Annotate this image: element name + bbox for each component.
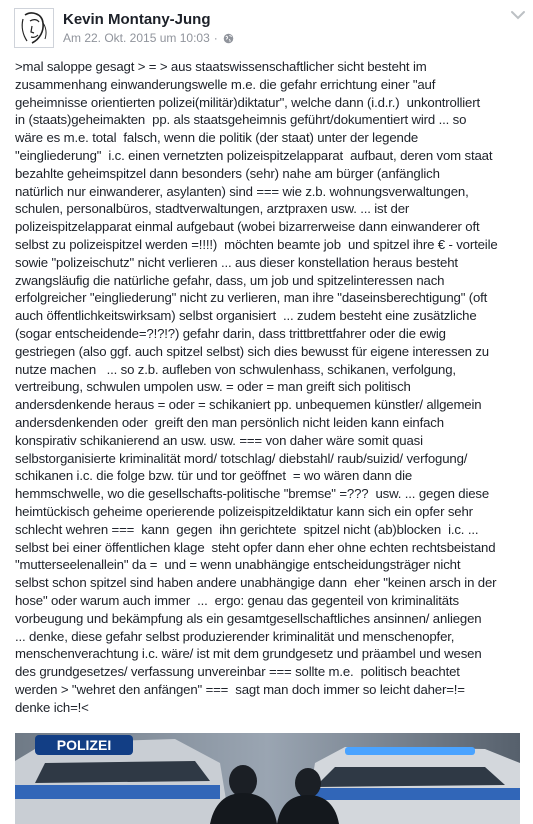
police-sign-text: POLIZEI xyxy=(56,737,112,753)
chevron-down-icon[interactable] xyxy=(510,8,526,20)
face-sketch-icon xyxy=(15,9,53,47)
post-photo[interactable] xyxy=(15,733,520,824)
author-name[interactable]: Kevin Montany-Jung xyxy=(63,11,211,28)
post-timestamp[interactable]: Am 22. Okt. 2015 um 10:03 xyxy=(63,31,210,45)
post-meta xyxy=(63,31,234,45)
post-body-text: >mal saloppe gesagt > = > aus staatswissenschaftlicher sicht besteht im zusammenhang einwanderungswelle m.e. die gefahr errichtung einer "auf geheimnisse orientierten polizei(militär)diktatur", welche dann (i.d.r.) unkontrolliert in (staats)geheimakten pp. als staatsgeheimnis geführt/dokumentiert wird ... so wäre es m.e. total falsch, wenn die politik (der staat) unter der legende "eingliederung" i.c. einen vernetzten polizeispitzelapparat aufbaut, deren vom staat bezahlte geheimspitzel dann besonders (sehr) nahe am bürger (anfänglich natürlich nur einwanderer, asylanten) sind === wie z.b. wohnungsverwaltungen, schulen, personalbüros, stadtverwaltungen, arztpraxen usw. ... ist der polizeispitzelapparat einmal aufgebaut (wobei bizarrerweise dann einwanderer oft selbst zu polizeispitzel werden =!!!!) möchten beamte job und spitzel ihre € - vorteile sowie "polizeischutz" nicht verlieren ... aus dieser konstellation heraus besteht zwangsläufig die natürliche gefahr, dass, um job und spitzelinteressen nach erfolgreicher "eingliederung" nicht zu verlieren, man ihre "daseinsberechtigung" (oft auch öffentlichkeitswirksam) selbst organisiert ... zudem besteht eine zusätzliche (sogar entscheidende=?!?!?) gefahr darin, dass trittbrettfahrer oder die ewig gestriegen (also ggf. auch spitzel selbst) sich dies bewusst für eigene interessen zu nutze machen ... so z.b. aufleben von schwulenhass, schikanen, verfolgung, vertreibung, schwulen umpolen usw. = oder = man greift sich politisch andersdenkende heraus = oder = schikaniert pp. unbequemen künstler/ allgemein andersdenkenden oder greift den man persönlich nicht leiden kann einfach konspirativ schikanierend an usw. usw. === von daher wäre somit quasi selbstorganisierte kriminalität mord/ totschlag/ diebstahl/ raub/suizid/ verfogung/ schikanen i.c. die folge bzw. tür und tor geöffnet = wo wären dann die hemmschwelle, wo die gesellschafts-politische "bremse" =??? usw. ... gegen diese heimtückisch geheime operierende polizeispitzeldiktatur kann sich ein opfer sehr schlecht wehren === kann gegen ihn gerichtete spitzel nicht (ab)blocken i.c. ... selbst bei einer öffentlichen klage steht opfer dann eher ohne echten rechtsbeistand "mutterseelenallein" da = und = wenn unabhängige entscheidungsträger nicht selbst schon spitzel sind haben andere unabhängige dann eher "keinen arsch in der hose" oder warum auch immer ... ergo: genau das gegenteil von kriminalitäts vorbeugung und bekämpfung als ein gesamtgesellschaftliches ansinnen/ anliegen ... denke, diese gefahr selbst produzierender kriminalität und menschenopfer, menschenverachtung i.c. wäre/ ist mit dem grundgesetz und präambel und wesen des grundgesetzes/ verfassung unvereinbar === sollte m.e. politisch beachtet werden > "wehret den anfängen" === sagt man doch immer so leicht daher=!= denke ich=!< xyxy=(15,59,498,715)
meta-separator: · xyxy=(213,31,218,45)
post-header xyxy=(0,0,533,56)
globe-icon[interactable] xyxy=(223,33,234,44)
author-avatar[interactable] xyxy=(14,8,54,48)
